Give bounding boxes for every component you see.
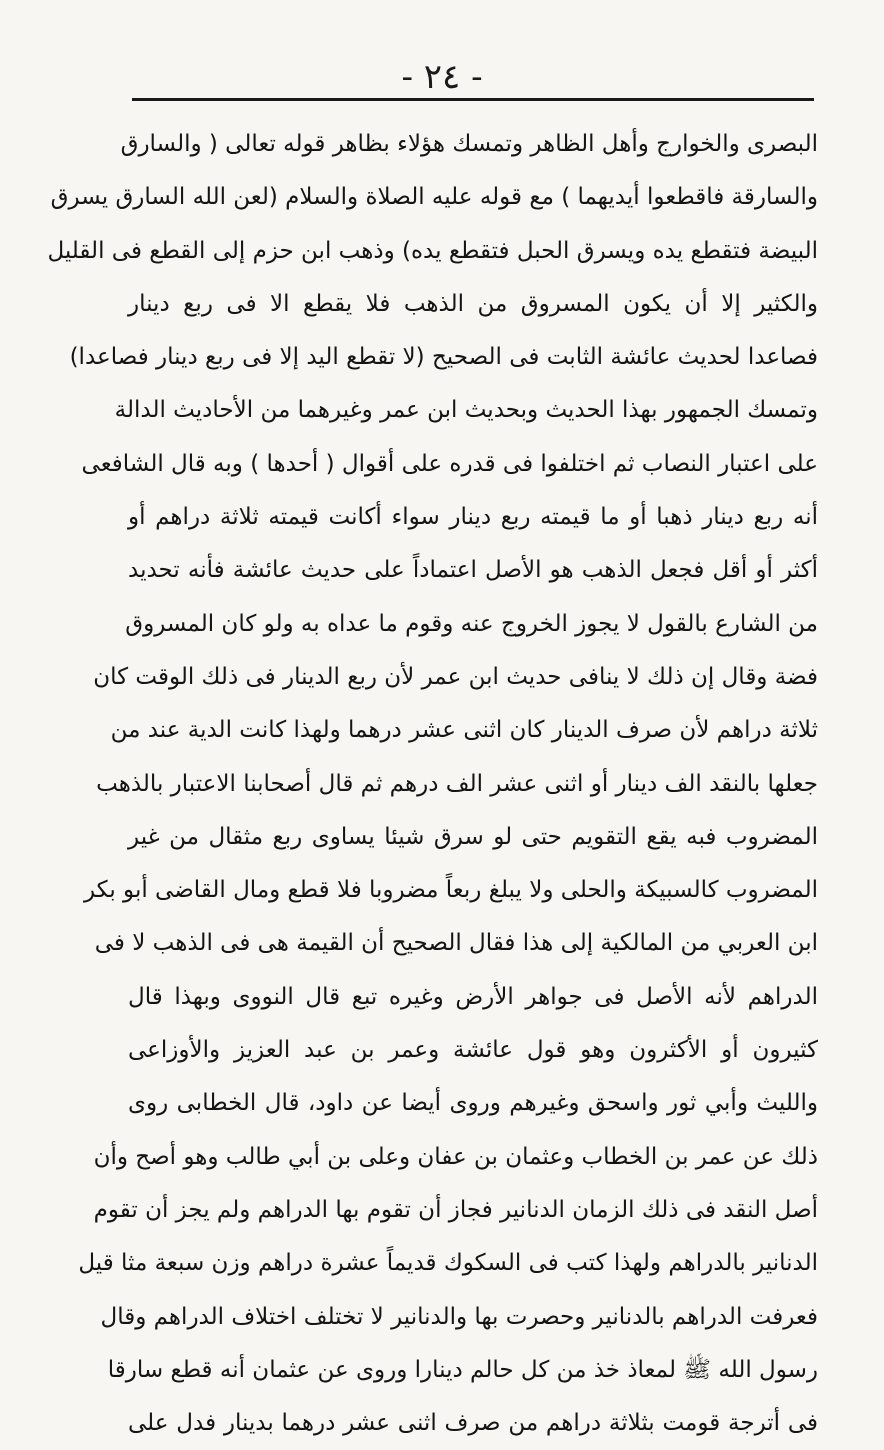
text-line: المضروب كالسبيكة والحلى ولا يبلغ ربعاً مضروبا فلا قطع ومال القاضى أبو بكر [83, 877, 818, 904]
text-line: أنه ربع دينار ذهبا أو ما قيمته ربع دينار سواء أكانت قيمته ثلاثة دراهم أو [128, 504, 818, 531]
text-line: والليث وأبي ثور واسحق وغيرهم وروى أيضا عن داود، قال الخطابى روى [128, 1090, 818, 1117]
page-number: - ٢٤ - [401, 57, 483, 97]
body-text [47, 118, 818, 1450]
text-line: من الشارع بالقول لا يجوز الخروج عنه وقوم ما عداه به ولو كان المسروق [125, 610, 818, 637]
text-line: كثيرون أو الأكثرون وهو قول عائشة وعمر بن عبد العزيز والأوزاعى [128, 1037, 818, 1064]
text-line: على اعتبار النصاب ثم اختلفوا فى قدره على أقوال ( أحدها ) وبه قال الشافعى [81, 450, 818, 477]
text-line: وتمسك الجمهور بهذا الحديث وبحديث ابن عمر وغيرهما من الأحاديث الدالة [114, 397, 818, 424]
text-line: البصرى والخوارج وأهل الظاهر وتمسك هؤلاء بظاهر قوله تعالى ( والسارق [120, 131, 818, 157]
text-line: فضة وقال إن ذلك لا ينافى حديث ابن عمر لأن ربع الدينار فى ذلك الوقت كان [93, 663, 818, 690]
text-line: فى أترجة قومت بثلاثة دراهم من صرف اثنى عشر درهما بدينار فدل على [128, 1410, 818, 1437]
text-line: ذلك عن عمر بن الخطاب وعثمان بن عفان وعلى بن أبي طالب وهو أصح وأن [93, 1143, 818, 1170]
text-line: المضروب فبه يقع التقويم حتى لو سرق شيئا يساوى ربع مثقال من غير [128, 823, 818, 850]
text-line: أكثر أو أقل فجعل الذهب هو الأصل اعتماداً على حديث عائشة فأنه تحديد [128, 557, 818, 584]
text-line: فعرفت الدراهم بالدنانير وحصرت بها والدنانير لا تختلف اختلاف الدراهم وقال [100, 1303, 818, 1330]
text-line: أصل النقد فى ذلك الزمان الدنانير فجاز أن تقوم بها الدراهم ولم يجز أن تقوم [93, 1196, 818, 1223]
text-line: والسارقة فاقطعوا أيديهما ) مع قوله عليه الصلاة والسلام (لعن الله السارق يسرق [50, 184, 818, 211]
text-line: ابن العربي من المالكية إلى هذا فقال الصحيح أن القيمة هى فى الذهب لا فى [94, 930, 818, 957]
text-line: ثلاثة دراهم لأن صرف الدينار كان اثنى عشر درهما ولهذا كانت الدية عند من [110, 717, 818, 744]
text-line: الدراهم لأنه الأصل فى جواهر الأرض وغيره تبع قال النووى وبهذا قال [128, 983, 818, 1010]
text-line: الدنانير بالدراهم ولهذا كتب فى السكوك قديماً عشرة دراهم وزن سبعة مثا قيل [78, 1250, 818, 1277]
text-line: فصاعدا لحديث عائشة الثابت فى الصحيح (لا تقطع اليد إلا فى ربع دينار فصاعدا) [69, 344, 818, 371]
header-divider [132, 98, 814, 101]
text-line: رسول الله ﷺ لمعاذ خذ من كل حالم دينارا وروى عن عثمان أنه قطع سارقا [107, 1356, 818, 1383]
text-line: جعلها بالنقد الف دينار أو اثنى عشر الف درهم ثم قال أصحابنا الاعتبار بالذهب [96, 770, 818, 797]
text-line: والكثير إلا أن يكون المسروق من الذهب فلا يقطع الا فى ربع دينار [128, 290, 818, 317]
text-line: البيضة فتقطع يده ويسرق الحبل فتقطع يده) وذهب ابن حزم إلى القطع فى القليل [47, 237, 818, 264]
